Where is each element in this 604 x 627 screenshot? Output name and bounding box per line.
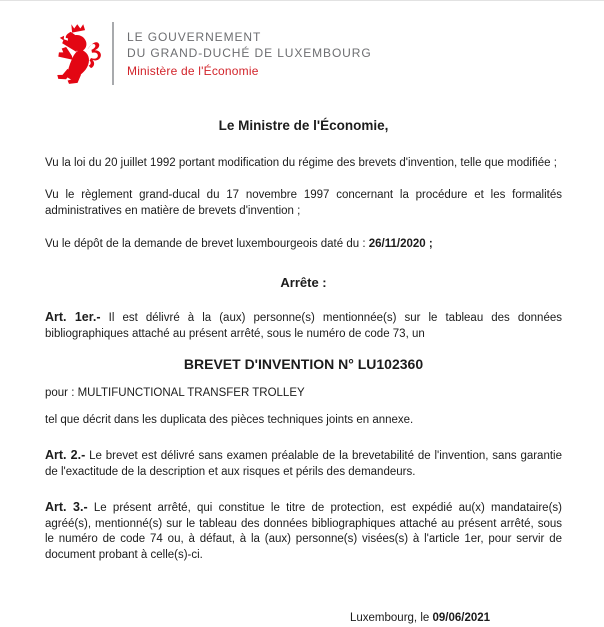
recital-law-1992: Vu la loi du 20 juillet 1992 portant modification du régime des brevets d'invention, telle que modifiée ; xyxy=(45,156,557,169)
ministry-name: Ministère de l'Économie xyxy=(127,64,259,78)
article-2 xyxy=(45,448,562,480)
deposit-prefix: Vu le dépôt de la demande de brevet luxembourgeois daté du : xyxy=(45,238,366,250)
logo-divider xyxy=(112,22,114,85)
government-line-1: LE GOUVERNEMENT xyxy=(127,30,262,44)
recital-regulation-1997: Vu le règlement grand-ducal du 17 novembre 1997 concernant la procédure et les formalités administratives en matière de brevets d'invention ; xyxy=(45,189,562,217)
article-3-label: Art. 3.- xyxy=(45,500,88,514)
government-letterhead xyxy=(0,1,604,85)
article-2-label: Art. 2.- xyxy=(45,448,86,462)
luxembourg-lion-icon xyxy=(55,22,103,84)
government-wordmark xyxy=(127,22,372,79)
patent-subject-line: pour : MULTIFUNCTIONAL TRANSFER TROLLEY xyxy=(45,386,305,399)
article-1-label: Art. 1er.- xyxy=(45,310,101,324)
decree-heading: Arrête : xyxy=(280,274,327,290)
article-2-text: Le brevet est délivré sans examen préalable de la brevetabilité de l'invention, sans garantie de l'exactitude de la description et aux risques et périls des demandeurs. xyxy=(45,450,562,478)
article-1-text: Il est délivré à la (aux) personne(s) mentionnée(s) sur le tableau des données bibliographiques attaché au présent arrêté, sous le numéro de code 73, un xyxy=(45,312,562,340)
annex-line: tel que décrit dans les duplicata des pièces techniques joints en annexe. xyxy=(45,413,414,426)
recital-deposit-date xyxy=(45,237,562,253)
article-1 xyxy=(45,310,562,342)
government-line-2: DU GRAND-DUCHÉ DE LUXEMBOURG xyxy=(127,46,372,60)
article-3 xyxy=(45,500,562,563)
deposit-date: 26/11/2020 ; xyxy=(368,238,433,250)
decree-document xyxy=(0,118,604,627)
signature-date: 09/06/2021 xyxy=(432,612,491,624)
signature-date-line xyxy=(45,611,562,627)
article-3-text: Le présent arrêté, qui constitue le titre de protection, est expédié au(x) mandataire(s) agréé(s), mentionné(s) sur le tableau des données bibliographiques attaché au présent arrêté, sous le numéro de code 74 ou, à défaut, à la (aux) personne(s) visées(s) à l'article 1er, pour servir de document probant à celle(s)-ci. xyxy=(45,502,562,561)
signature-place: Luxembourg, le xyxy=(350,612,430,624)
minister-title: Le Ministre de l'Économie, xyxy=(218,118,389,133)
patent-title: BREVET D'INVENTION N° LU102360 xyxy=(183,356,424,372)
